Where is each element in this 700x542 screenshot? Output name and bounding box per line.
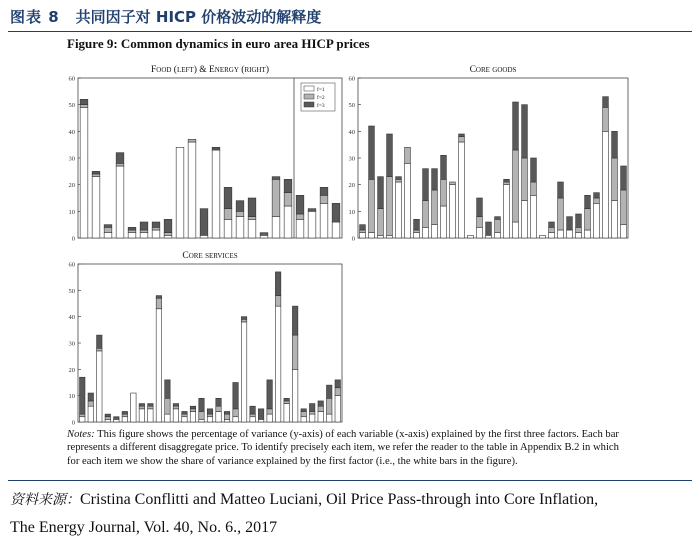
bar-segment [558, 230, 564, 238]
bar-segment [296, 214, 304, 219]
legend-swatch [304, 102, 314, 107]
bar-segment [212, 147, 220, 150]
bar-segment [292, 306, 297, 335]
bar-segment [199, 411, 204, 419]
bar-segment [250, 406, 255, 414]
bar-segment [301, 411, 306, 416]
chart-title: Core services [182, 251, 238, 261]
bar-segment [504, 185, 510, 238]
bar-segment [486, 222, 492, 235]
bar-segment [612, 201, 618, 238]
bar-segment [486, 235, 492, 238]
bar-segment [224, 187, 232, 208]
bar-segment [275, 306, 280, 422]
bar-segment [378, 209, 384, 236]
bar-segment [88, 401, 93, 406]
bar-segment [318, 401, 323, 406]
y-tick-label: 60 [68, 75, 75, 83]
bar-segment [531, 158, 537, 182]
bar-segment [116, 166, 124, 238]
y-tick-label: 30 [68, 155, 75, 163]
y-tick-label: 20 [348, 182, 355, 190]
bar-segment [200, 209, 208, 236]
bar-segment [369, 126, 375, 179]
bar-segment [88, 393, 93, 401]
bar-segment [80, 417, 85, 422]
bar-segment [594, 193, 600, 198]
source-rule [8, 480, 692, 481]
bar-segment [224, 411, 229, 414]
y-tick-label: 10 [68, 208, 75, 216]
bar-segment [105, 419, 110, 422]
bar-segment [267, 409, 272, 414]
bar-segment [140, 222, 148, 230]
figure-title: Figure 9: Common dynamics in euro area HICP prices [67, 36, 370, 51]
bar-segment [378, 177, 384, 209]
bar-segment [522, 158, 528, 201]
bar-segment [148, 404, 153, 407]
bar-segment [114, 419, 119, 422]
bar-segment [122, 414, 127, 417]
bar-segment [164, 219, 172, 232]
bar-segment [531, 195, 537, 238]
bar-segment [396, 182, 402, 238]
bar-segment [332, 203, 340, 222]
bar-segment [248, 198, 256, 217]
y-tick-label: 20 [68, 366, 75, 374]
bar-segment [105, 414, 110, 417]
bar-segment [207, 417, 212, 422]
bar-segment [128, 230, 136, 233]
bar-segment [182, 411, 187, 414]
source-line-1: Cristina Conflitti and Matteo Luciani, Oil Price Pass-through into Core Inflation, [80, 491, 599, 508]
bar-segment [97, 348, 102, 351]
y-tick-label: 0 [71, 419, 75, 427]
bar-segment [387, 235, 393, 238]
bar-segment [585, 230, 591, 238]
y-tick-label: 50 [68, 102, 75, 110]
y-tick-label: 0 [351, 235, 355, 243]
bar-segment [260, 233, 268, 236]
bar-segment [233, 409, 238, 417]
bar-segment [309, 404, 314, 412]
bar-segment [284, 179, 292, 192]
y-tick-label: 20 [68, 182, 75, 190]
bar-segment [80, 99, 88, 104]
bar-segment [92, 177, 100, 238]
bar-segment [612, 158, 618, 201]
bar-segment [156, 298, 161, 309]
bar-segment [603, 97, 609, 108]
bar-segment [207, 414, 212, 417]
y-tick-label: 40 [348, 128, 355, 136]
bar-segment [320, 195, 328, 203]
y-tick-label: 30 [68, 340, 75, 348]
bar-segment [140, 230, 148, 233]
bar-segment [576, 233, 582, 238]
bar-segment [139, 404, 144, 407]
bar-segment [603, 107, 609, 131]
bar-segment [284, 398, 289, 401]
bar-segment [105, 417, 110, 420]
bar-segment [432, 190, 438, 225]
bar-segment [272, 179, 280, 216]
bar-segment [80, 377, 85, 414]
bar-segment [236, 217, 244, 238]
y-tick-label: 10 [68, 393, 75, 401]
bar-segment [236, 211, 244, 216]
bar-segment [423, 227, 429, 238]
bar-segment [173, 409, 178, 422]
bar-segment [152, 230, 160, 238]
bar-segment [360, 233, 366, 238]
bar-segment [260, 235, 268, 238]
bar-segment [513, 222, 519, 238]
bar-segment [200, 235, 208, 238]
bar-segment [477, 217, 483, 228]
bar-segment [80, 105, 88, 108]
bar-segment [224, 414, 229, 419]
bar-segment [522, 201, 528, 238]
bar-segment [284, 206, 292, 238]
bar-segment [258, 419, 263, 422]
bar-segment [104, 233, 112, 238]
bar-segment [248, 217, 256, 220]
bar-segment [148, 406, 153, 409]
bar-segment [405, 163, 411, 238]
bar-segment [309, 411, 314, 414]
bar-segment [165, 414, 170, 422]
source-label: 资料来源： [10, 492, 80, 508]
bar-segment [450, 182, 456, 185]
bar-segment [459, 134, 465, 137]
bar-segment [459, 142, 465, 238]
bar-segment [441, 179, 447, 206]
bar-segment [621, 190, 627, 225]
bar-segment [621, 225, 627, 238]
bar-segment [318, 411, 323, 422]
bar-segment [459, 137, 465, 142]
bar-segment [504, 182, 510, 185]
bar-segment [173, 404, 178, 407]
bar-segment [275, 296, 280, 307]
bar-segment [360, 225, 366, 230]
legend-label: f=2 [317, 95, 325, 101]
bar-segment [92, 171, 100, 174]
bar-segment [164, 235, 172, 238]
bar-segment [131, 393, 136, 422]
bar-segment [320, 203, 328, 238]
source-line-2: The Energy Journal, Vol. 40, No. 6., 2017 [10, 519, 278, 536]
bar-segment [233, 417, 238, 422]
bar-segment [156, 309, 161, 422]
bar-segment [318, 406, 323, 411]
bar-segment [188, 142, 196, 238]
notes-text: This figure shows the percentage of variance (y-axis) of each variable (x-axis) explained by the first three factors. Each bar represents a different disaggregate price. To identify precisely each item, we refer the reader to the table in Appendix B.2 in which for each item we show the share of variance explained by the first factor (i.e., the white bars in the figure). [67, 429, 619, 467]
bar-segment [216, 411, 221, 422]
bar-segment [549, 222, 555, 227]
bar-segment [165, 398, 170, 414]
bar-segment [272, 177, 280, 180]
chart-title: Core goods [469, 65, 517, 75]
bar-segment [128, 233, 136, 238]
bar-segment [301, 417, 306, 422]
bar-segment [414, 233, 420, 238]
figure-notes [67, 428, 627, 468]
bar-segment [522, 105, 528, 158]
bar-segment [116, 153, 124, 164]
bar-segment [224, 419, 229, 422]
bar-segment [387, 134, 393, 177]
bar-segment [504, 179, 510, 182]
bar-segment [165, 380, 170, 398]
bar-segment [612, 131, 618, 158]
y-tick-label: 10 [348, 208, 355, 216]
bar-segment [594, 198, 600, 203]
bar-segment [540, 235, 546, 238]
bar-segment [513, 150, 519, 222]
bar-segment [309, 414, 314, 422]
bar-segment [97, 335, 102, 348]
bar-segment [140, 233, 148, 238]
bar-segment [92, 174, 100, 177]
bar-segment [139, 406, 144, 409]
bar-segment [558, 182, 564, 198]
bar-segment [585, 209, 591, 230]
bar-segment [88, 406, 93, 422]
legend-label: f=1 [317, 87, 325, 93]
bar-segment [369, 179, 375, 232]
bar-segment [495, 217, 501, 220]
bar-segment [128, 227, 136, 230]
bar-segment [621, 166, 627, 190]
bar-segment [327, 414, 332, 422]
bar-segment [495, 219, 501, 232]
bar-segment [296, 195, 304, 214]
bar-segment [477, 227, 483, 238]
bar-segment [104, 227, 112, 232]
bar-segment [450, 185, 456, 238]
legend-swatch [304, 86, 314, 91]
bar-segment [477, 198, 483, 217]
figure-label: 图表 8 [10, 8, 60, 26]
bar-segment [549, 227, 555, 232]
bar-segment [116, 163, 124, 166]
bar-segment [275, 272, 280, 296]
bar-segment [207, 409, 212, 414]
bar-segment [495, 233, 501, 238]
y-tick-label: 60 [68, 261, 75, 269]
bar-segment [594, 203, 600, 238]
bar-segment [414, 230, 420, 233]
bar-segment [301, 409, 306, 412]
bar-segment [241, 319, 246, 322]
bar-segment [332, 222, 340, 238]
bar-segment [241, 322, 246, 422]
bar-segment [335, 388, 340, 396]
bar-segment [603, 131, 609, 238]
y-tick-label: 30 [348, 155, 355, 163]
bar-segment [139, 409, 144, 422]
bar-segment [292, 369, 297, 422]
source-citation [10, 486, 690, 541]
figure-heading: 共同因子对 HICP 价格波动的解释度 [75, 8, 322, 26]
bar-segment [199, 419, 204, 422]
bar-segment [114, 417, 119, 420]
bar-segment [190, 406, 195, 409]
bar-segment [576, 227, 582, 232]
bar-segment [513, 102, 519, 150]
bar-segment [164, 233, 172, 236]
bar-segment [396, 179, 402, 182]
bar-segment [216, 398, 221, 406]
bar-segment [173, 406, 178, 409]
bar-segment [284, 401, 289, 404]
bar-segment [405, 147, 411, 163]
bar-segment [558, 198, 564, 230]
bar-segment [156, 296, 161, 299]
chart-title: Food (left) & Energy (right) [150, 65, 270, 75]
bar-segment [233, 383, 238, 409]
bar-segment [284, 404, 289, 422]
bar-segment [212, 150, 220, 238]
bar-segment [292, 335, 297, 369]
bar-segment [468, 235, 474, 238]
bar-segment [188, 139, 196, 142]
legend-label: f=3 [317, 103, 325, 109]
bar-segment [176, 147, 184, 238]
bar-segment [199, 398, 204, 411]
bar-segment [190, 409, 195, 412]
bar-segment [241, 317, 246, 320]
bar-segment [308, 209, 316, 212]
bar-segment [148, 409, 153, 422]
bar-segment [360, 230, 366, 233]
bar-segment [432, 169, 438, 190]
bar-segment [122, 411, 127, 414]
bar-segment [258, 409, 263, 420]
y-tick-label: 50 [68, 287, 75, 295]
bar-segment [320, 187, 328, 195]
bar-segment [441, 206, 447, 238]
bar-segment [190, 411, 195, 422]
chart-frame [78, 264, 342, 422]
bar-segment [182, 414, 187, 417]
bar-segment [432, 225, 438, 238]
bar-segment [250, 414, 255, 417]
notes-lead: Notes: [67, 429, 95, 440]
y-tick-label: 40 [68, 314, 75, 322]
bar-segment [369, 233, 375, 238]
bar-segment [97, 351, 102, 422]
bar-segment [567, 230, 573, 238]
bar-segment [585, 195, 591, 208]
bar-segment [549, 233, 555, 238]
bar-segment [152, 222, 160, 227]
bar-segment [216, 406, 221, 411]
legend-swatch [304, 94, 314, 99]
bar-segment [387, 177, 393, 236]
bar-segment [224, 209, 232, 220]
bar-segment [182, 417, 187, 422]
bar-segment [414, 219, 420, 230]
bar-segment [152, 227, 160, 230]
bar-segment [423, 201, 429, 228]
bar-segment [308, 211, 316, 238]
bar-segment [248, 219, 256, 238]
y-tick-label: 50 [348, 102, 355, 110]
bar-segment [335, 380, 340, 388]
bar-segment [531, 182, 537, 195]
bar-segment [296, 219, 304, 238]
bar-segment [396, 177, 402, 180]
bar-segment [267, 380, 272, 409]
bar-segment [80, 414, 85, 417]
bar-segment [284, 193, 292, 206]
bar-segment [267, 414, 272, 422]
bar-segment [104, 225, 112, 228]
bar-segment [80, 107, 88, 238]
bar-segment [378, 235, 384, 238]
y-tick-label: 40 [68, 128, 75, 136]
bar-segment [250, 417, 255, 422]
bar-segment [272, 217, 280, 238]
bar-segment [224, 219, 232, 238]
bar-segment [236, 201, 244, 212]
bar-segment [327, 398, 332, 414]
y-tick-label: 60 [348, 75, 355, 83]
bar-segment [335, 396, 340, 422]
y-tick-label: 0 [71, 235, 75, 243]
bar-segment [441, 155, 447, 179]
bar-segment [576, 214, 582, 227]
bar-segment [122, 417, 127, 422]
bar-segment [423, 169, 429, 201]
bar-segment [567, 217, 573, 230]
bar-segment [327, 385, 332, 398]
